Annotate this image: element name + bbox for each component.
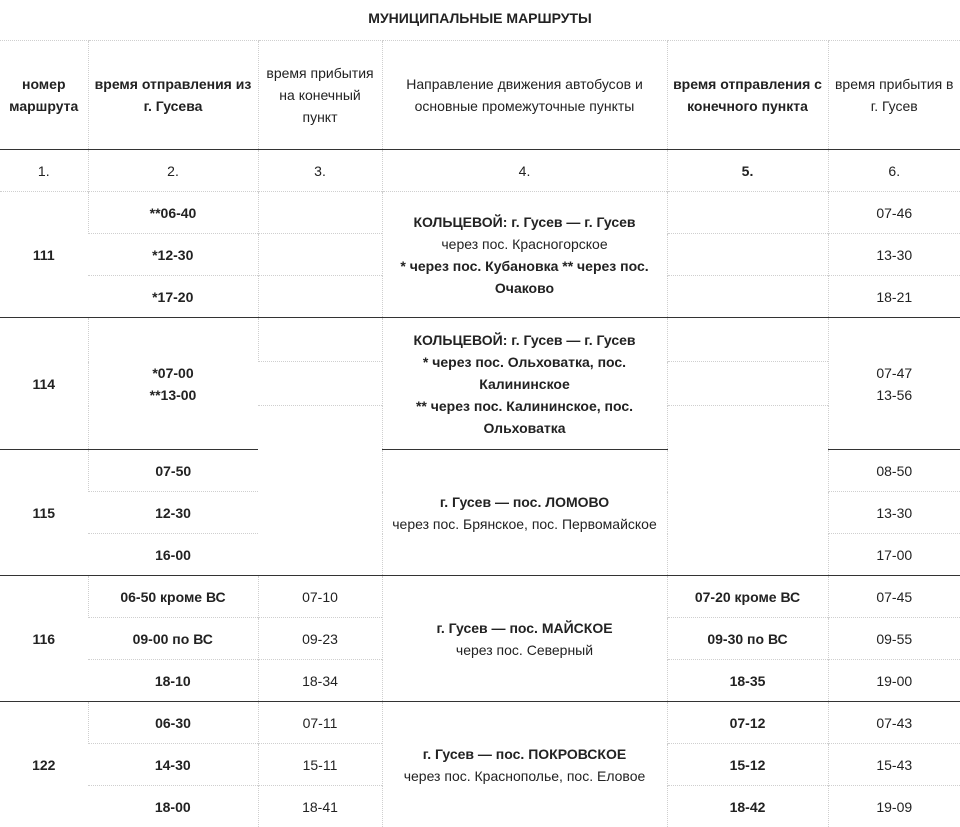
table-row — [0, 192, 960, 234]
arrival-gusev-time: 13-30 — [828, 234, 960, 276]
departure-terminal-time: 15-12 — [667, 744, 828, 786]
header-arrival-gusev: время прибытия в г. Гусев — [828, 41, 960, 150]
route-number: 122 — [0, 702, 88, 827]
arrival-gusev-time: 07-46 — [828, 192, 960, 234]
header-arrival-terminal: время прибытия на конечный пункт — [258, 41, 382, 150]
departure-terminal-time — [667, 406, 828, 576]
departure-time: 06-30 — [88, 702, 258, 744]
arrival-time-line: 13-56 — [833, 384, 957, 406]
header-direction: Направление движения автобусов и основные промежуточные пункты — [382, 41, 667, 150]
column-number: 5. — [667, 150, 828, 192]
column-number: 2. — [88, 150, 258, 192]
direction-name: г. Гусев — пос. ПОКРОВСКОЕ — [387, 743, 663, 765]
arrival-terminal-time: 07-10 — [258, 576, 382, 618]
column-number: 1. — [0, 150, 88, 192]
direction-name: КОЛЬЦЕВОЙ: г. Гусев — г. Гусев — [387, 211, 663, 233]
departure-terminal-time: 07-20 кроме ВС — [667, 576, 828, 618]
arrival-terminal-time — [258, 234, 382, 276]
departure-time: 16-00 — [88, 534, 258, 576]
column-number-row — [0, 150, 960, 192]
departure-time: 18-00 — [88, 786, 258, 827]
arrival-terminal-time: 09-23 — [258, 618, 382, 660]
direction-via: через пос. Северный — [387, 639, 663, 661]
table-row — [0, 702, 960, 744]
arrival-terminal-time: 18-34 — [258, 660, 382, 702]
departure-time: 06-50 кроме ВС — [88, 576, 258, 618]
direction-via: через пос. Брянское, пос. Первомайское — [387, 513, 663, 535]
departure-terminal-time — [667, 318, 828, 362]
header-departure: время отправления из г. Гусева — [88, 41, 258, 150]
arrival-terminal-time: 07-11 — [258, 702, 382, 744]
route-direction — [382, 450, 667, 576]
route-direction — [382, 702, 667, 827]
direction-name: КОЛЬЦЕВОЙ: г. Гусев — г. Гусев — [387, 329, 663, 351]
departure-time: **06-40 — [88, 192, 258, 234]
direction-via: через пос. Красногорское — [387, 233, 663, 255]
header-route-number: номер маршрута — [0, 41, 88, 150]
direction-note: ** через пос. Калининское, пос. Ольховатка — [387, 395, 663, 439]
departure-time: *17-20 — [88, 276, 258, 318]
arrival-gusev-time — [828, 318, 960, 450]
departure-terminal-time — [667, 192, 828, 234]
direction-via: через пос. Краснополье, пос. Еловое — [387, 765, 663, 787]
route-number: 116 — [0, 576, 88, 702]
departure-terminal-time — [667, 234, 828, 276]
arrival-gusev-time: 08-50 — [828, 450, 960, 492]
column-number: 4. — [382, 150, 667, 192]
departure-time: *12-30 — [88, 234, 258, 276]
route-direction — [382, 192, 667, 318]
departure-time: 14-30 — [88, 744, 258, 786]
departure-time: 12-30 — [88, 492, 258, 534]
departure-time-line: **13-00 — [93, 384, 254, 406]
direction-name: г. Гусев — пос. МАЙСКОЕ — [387, 617, 663, 639]
arrival-terminal-time: 18-41 — [258, 786, 382, 827]
route-number: 114 — [0, 318, 88, 450]
arrival-gusev-time: 07-45 — [828, 576, 960, 618]
route-number: 115 — [0, 450, 88, 576]
arrival-time-line: 07-47 — [833, 362, 957, 384]
table-row — [0, 318, 960, 362]
table-row — [0, 576, 960, 618]
arrival-gusev-time: 07-43 — [828, 702, 960, 744]
departure-terminal-time: 18-35 — [667, 660, 828, 702]
arrival-gusev-time: 19-00 — [828, 660, 960, 702]
route-number: 111 — [0, 192, 88, 318]
arrival-terminal-time — [258, 406, 382, 576]
arrival-terminal-time: 15-11 — [258, 744, 382, 786]
departure-terminal-time — [667, 362, 828, 406]
departure-terminal-time — [667, 276, 828, 318]
arrival-gusev-time: 17-00 — [828, 534, 960, 576]
arrival-gusev-time: 09-55 — [828, 618, 960, 660]
arrival-terminal-time — [258, 192, 382, 234]
departure-time: 07-50 — [88, 450, 258, 492]
direction-note: * через пос. Кубановка ** через пос. Очаково — [387, 255, 663, 299]
header-departure-terminal: время отправления с конечного пункта — [667, 41, 828, 150]
departure-time: 09-00 по ВС — [88, 618, 258, 660]
arrival-gusev-time: 18-21 — [828, 276, 960, 318]
column-number: 3. — [258, 150, 382, 192]
arrival-gusev-time: 13-30 — [828, 492, 960, 534]
arrival-terminal-time — [258, 362, 382, 406]
departure-terminal-time: 09-30 по ВС — [667, 618, 828, 660]
departure-terminal-time: 18-42 — [667, 786, 828, 827]
direction-name: г. Гусев — пос. ЛОМОВО — [387, 491, 663, 513]
arrival-terminal-time — [258, 318, 382, 362]
route-direction — [382, 318, 667, 450]
arrival-gusev-time: 15-43 — [828, 744, 960, 786]
arrival-gusev-time: 19-09 — [828, 786, 960, 827]
route-direction — [382, 576, 667, 702]
departure-time-line: *07-00 — [93, 362, 254, 384]
column-number: 6. — [828, 150, 960, 192]
departure-time — [88, 318, 258, 450]
departure-time: 18-10 — [88, 660, 258, 702]
header-row — [0, 41, 960, 150]
schedule-table — [0, 40, 960, 827]
arrival-terminal-time — [258, 276, 382, 318]
departure-terminal-time: 07-12 — [667, 702, 828, 744]
direction-note: * через пос. Ольховатка, пос. Калининское — [387, 351, 663, 395]
page-title: МУНИЦИПАЛЬНЫЕ МАРШРУТЫ — [0, 0, 960, 40]
